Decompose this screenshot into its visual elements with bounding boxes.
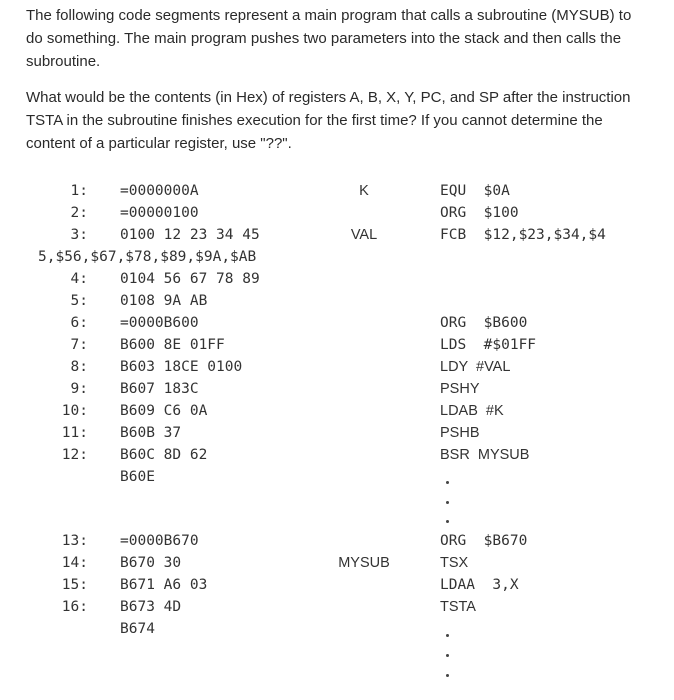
listing-address-line <box>0 618 674 640</box>
ellipsis-dot <box>446 654 449 657</box>
asm-label: MYSUB <box>338 555 390 571</box>
listing-line-15 <box>0 574 674 596</box>
listing-line-2 <box>0 202 674 224</box>
line-number: 5: <box>70 293 88 309</box>
asm-instruction: LDS #$01FF <box>440 337 537 353</box>
asm-instruction: BSR MYSUB <box>440 447 530 463</box>
line-number: 6: <box>70 315 88 331</box>
object-code: B673 4D <box>120 599 182 615</box>
line-number: 14: <box>61 555 88 571</box>
asm-instruction: ORG $B600 <box>440 315 528 331</box>
listing-line-7 <box>0 334 674 356</box>
object-code: =0000B600 <box>120 315 199 331</box>
object-code: B607 183C <box>120 381 199 397</box>
ellipsis-dot <box>446 674 449 677</box>
ellipsis-dot <box>446 481 449 484</box>
listing-continuation <box>0 246 674 268</box>
object-code: B671 A6 03 <box>120 577 208 593</box>
listing-line-1 <box>0 180 674 202</box>
line-number: 4: <box>70 271 88 287</box>
listing-line-4 <box>0 268 674 290</box>
line-number: 3: <box>70 227 88 243</box>
line-number: 1: <box>70 183 88 199</box>
object-code: 0108 9A AB <box>120 293 208 309</box>
object-code: B60E <box>120 469 155 485</box>
object-code: 0104 56 67 78 89 <box>120 271 260 287</box>
listing-line-13 <box>0 530 674 552</box>
question-paragraph: What would be the contents (in Hex) of registers A, B, X, Y, PC, and SP after the instruction TSTA in the subroutine finishes execution for the first time? If you cannot determine the content of a particular register, use "??". <box>26 89 631 152</box>
line-number: 7: <box>70 337 88 353</box>
listing-line-6 <box>0 312 674 334</box>
continuation-text: 5,$56,$67,$78,$89,$9A,$AB <box>38 249 257 265</box>
assembly-listing <box>0 178 674 698</box>
asm-instruction: LDY #VAL <box>440 359 511 375</box>
listing-line-10 <box>0 400 674 422</box>
asm-instruction: ORG $100 <box>440 205 519 221</box>
line-number: 10: <box>61 403 88 419</box>
line-number: 16: <box>61 599 88 615</box>
line-number: 2: <box>70 205 88 221</box>
asm-instruction: ORG $B670 <box>440 533 528 549</box>
listing-address-line <box>0 466 674 488</box>
asm-instruction: FCB $12,$23,$34,$4 <box>440 227 606 243</box>
object-code: 0100 12 23 34 45 <box>120 227 260 243</box>
ellipsis-dot <box>446 501 449 504</box>
ellipsis-dot <box>446 634 449 637</box>
object-code: B670 30 <box>120 555 182 571</box>
listing-line-14 <box>0 552 674 574</box>
listing-line-16 <box>0 596 674 618</box>
object-code: B609 C6 0A <box>120 403 208 419</box>
asm-instruction: TSTA <box>440 599 476 615</box>
listing-line-12 <box>0 444 674 466</box>
line-number: 8: <box>70 359 88 375</box>
asm-label: K <box>359 183 369 199</box>
intro-paragraph: The following code segments represent a main program that calls a subroutine (MYSUB) to do something. The main program pushes two parameters into the stack and then calls the subroutine. <box>26 7 632 70</box>
line-number: 15: <box>61 577 88 593</box>
listing-line-5 <box>0 290 674 312</box>
line-number: 9: <box>70 381 88 397</box>
line-number: 11: <box>61 425 88 441</box>
listing-line-11 <box>0 422 674 444</box>
object-code: B603 18CE 0100 <box>120 359 243 375</box>
asm-label: VAL <box>350 227 378 243</box>
asm-instruction: LDAA 3,X <box>440 577 519 593</box>
object-code: B60B 37 <box>120 425 182 441</box>
listing-line-3 <box>0 224 674 246</box>
object-code: B600 8E 01FF <box>120 337 225 353</box>
ellipsis-dot <box>446 520 449 523</box>
object-code: =0000B670 <box>120 533 199 549</box>
asm-instruction: PSHY <box>440 381 480 397</box>
listing-line-8 <box>0 356 674 378</box>
object-code: B60C 8D 62 <box>120 447 208 463</box>
line-number: 13: <box>61 533 88 549</box>
listing-line-9 <box>0 378 674 400</box>
object-code: B674 <box>120 621 155 637</box>
asm-instruction: EQU $0A <box>440 183 510 199</box>
asm-instruction: PSHB <box>440 425 480 441</box>
object-code: =0000000A <box>120 183 199 199</box>
line-number: 12: <box>61 447 88 463</box>
asm-instruction: LDAB #K <box>440 403 504 419</box>
asm-instruction: TSX <box>440 555 469 571</box>
object-code: =00000100 <box>120 205 199 221</box>
